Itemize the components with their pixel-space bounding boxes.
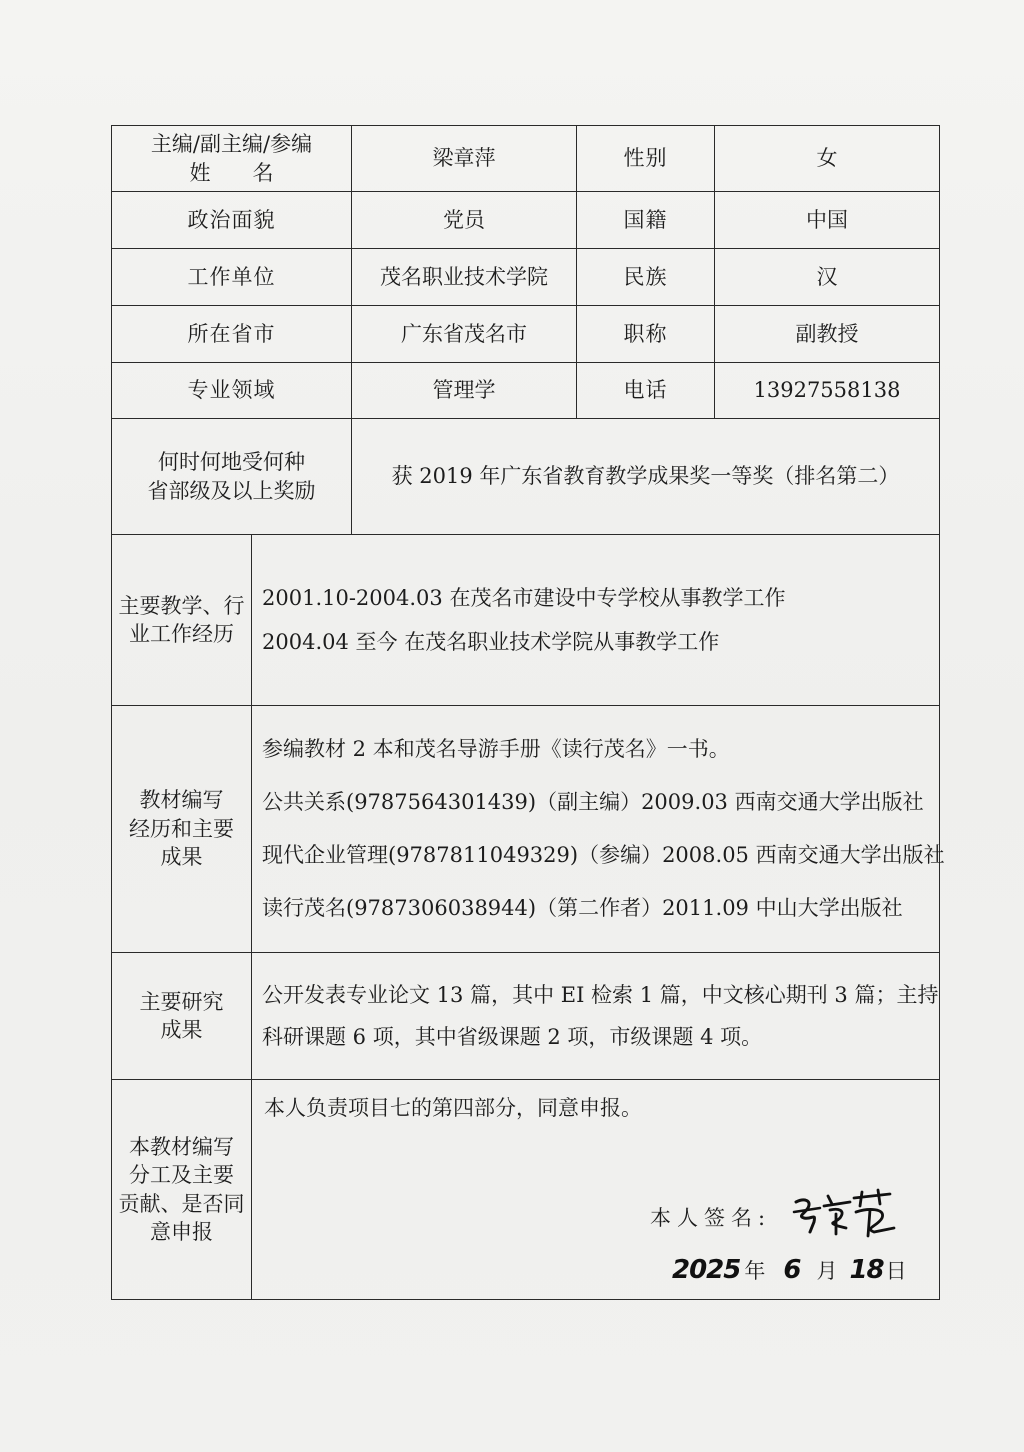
value-phone: 13927558138 <box>715 363 940 419</box>
research-line: 公开发表专业论文 13 篇，其中 EI 检索 1 篇，中文核心期刊 3 篇；主持 <box>262 983 939 1007</box>
label-field: 专业领域 <box>112 363 352 419</box>
form-row-employer <box>112 249 940 306</box>
form-row-experience <box>112 535 940 706</box>
value-declaration <box>252 1080 940 1300</box>
date-year-unit: 年 <box>744 1259 766 1283</box>
label-title: 职称 <box>577 306 715 363</box>
research-line: 科研课题 6 项，其中省级课题 2 项，市级课题 4 项。 <box>262 1025 763 1049</box>
experience-line: 2001.10-2004.03 在茂名市建设中专学校从事教学工作 <box>262 586 786 610</box>
label-research <box>112 953 252 1080</box>
label-line: 主要教学、行 <box>118 593 245 618</box>
label-textbooks <box>112 706 252 953</box>
label-phone: 电话 <box>577 363 715 419</box>
value-experience <box>252 535 940 706</box>
value-ethnicity: 汉 <box>715 249 940 306</box>
label-experience <box>112 535 252 706</box>
date-month-unit: 月 <box>816 1259 838 1283</box>
label-declaration <box>112 1080 252 1300</box>
textbook-line: 参编教材 2 本和茂名导游手册《读行茂名》一书。 <box>262 737 730 761</box>
label-line: 教材编写 <box>139 788 224 813</box>
value-textbooks <box>252 706 945 953</box>
label-gender: 性别 <box>577 126 715 192</box>
form-row-field <box>112 363 940 419</box>
value-political-status: 党员 <box>352 192 577 249</box>
label-line: 主要研究 <box>139 989 224 1014</box>
value-employer: 茂名职业技术学院 <box>352 249 577 306</box>
label-line: 贡献、是否同 <box>118 1191 245 1216</box>
label-political-status: 政治面貌 <box>112 192 352 249</box>
application-form-table <box>111 125 945 1300</box>
label-line: 业工作经历 <box>129 622 234 646</box>
label-line: 成果 <box>160 845 203 870</box>
form-row-declaration <box>112 1080 940 1300</box>
label-line: 本教材编写 <box>129 1134 234 1159</box>
value-research <box>252 953 940 1080</box>
date-day: 18 <box>849 1255 884 1285</box>
form-row-province <box>112 306 940 363</box>
label-province-city: 所在省市 <box>112 306 352 363</box>
label-ethnicity: 民族 <box>577 249 715 306</box>
label-line: 何时何地受何种 <box>158 450 305 475</box>
label-line: 成果 <box>160 1018 203 1042</box>
label-line: 意申报 <box>150 1219 213 1244</box>
experience-line: 2004.04 至今 在茂名职业技术学院从事教学工作 <box>262 630 720 654</box>
label-nationality: 国籍 <box>577 192 715 249</box>
value-title: 副教授 <box>715 306 940 363</box>
form-row-research <box>112 953 940 1080</box>
form-row-textbooks <box>112 706 940 953</box>
value-name: 梁章萍 <box>352 126 577 192</box>
value-field: 管理学 <box>352 363 577 419</box>
value-province-city: 广东省茂名市 <box>352 306 577 363</box>
label-line: 分工及主要 <box>129 1163 234 1188</box>
signature-date <box>672 1253 907 1288</box>
form-row-name <box>112 126 940 192</box>
label-awards <box>112 419 352 535</box>
textbook-line: 公共关系(9787564301439)（副主编）2009.03 西南交通大学出版社 <box>262 790 924 814</box>
textbook-line: 现代企业管理(9787811049329)（参编）2008.05 西南交通大学出版社 <box>262 843 945 867</box>
value-nationality: 中国 <box>715 192 940 249</box>
label-line: 省部级及以上奖励 <box>147 478 316 503</box>
form-row-awards <box>112 419 940 535</box>
handwritten-signature <box>790 1188 900 1238</box>
date-day-unit: 日 <box>885 1259 907 1283</box>
date-year: 2025 <box>672 1255 741 1285</box>
declaration-text: 本人负责项目七的第四部分，同意申报。 <box>264 1096 642 1120</box>
signature-label: 本人签名: <box>650 1206 772 1230</box>
value-awards: 获 2019 年广东省教育教学成果奖一等奖（排名第二） <box>352 419 940 535</box>
label-editor-name <box>112 126 352 192</box>
value-gender: 女 <box>715 126 940 192</box>
label-line: 经历和主要 <box>129 816 234 841</box>
label-line: 主编/副主编/参编 <box>150 132 313 157</box>
label-line: 姓 名 <box>189 160 274 185</box>
textbook-line: 读行茂名(9787306038944)（第二作者）2011.09 中山大学出版社 <box>262 896 903 920</box>
date-month: 6 <box>783 1255 801 1285</box>
form-row-political <box>112 192 940 249</box>
label-employer: 工作单位 <box>112 249 352 306</box>
